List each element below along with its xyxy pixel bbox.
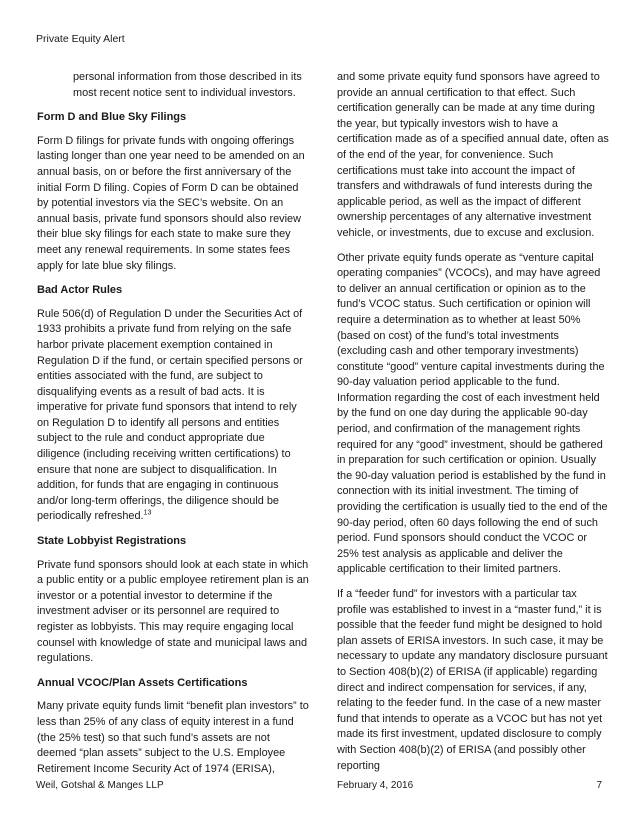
heading-form-d: Form D and Blue Sky Filings [37, 111, 187, 124]
continued-list-item: personal information from those described in its most recent notice sent to individual investors. [73, 71, 302, 99]
left-column [37, 70, 309, 786]
paragraph-vcoc-operation: Other private equity funds operate as “venture capital operating companies” (VCOCs), and may have agreed to deliver an annual certification or opinion as to the fund’s VCOC status. Such certification or opinion will require a determination as to whether at least 50% (based on cost) of the fund’s total investments (excluding cash and other temporary investments) constitute “good” venture capital investments during the 90-day valuation period applicable to the fund. Information regarding the cost of each investment held by the fund on one day during the applicable 90-day period, and confirmation of the management rights required for any “good” investment, should be gathered in preparation for such certification or opinion. Usually the 90-day valuation period is established by the fund in connection with its initial investment. The timing of providing the certification is usually tied to the end of the 90-day period, often 60 days following the end of such period. Fund sponsors should conduct the VCOC or 25% test analysis as applicable and deliver the applicable certification to their limited partners. [337, 251, 608, 576]
heading-bad-actor: Bad Actor Rules [37, 284, 123, 297]
right-column [337, 70, 609, 783]
paragraph-annual-certification: and some private equity fund sponsors have agreed to provide an annual certification to that effect. Such certification generally can be made at any time during the year, but typically investors wish to have a certification made as of a specified annual date, often as of the end of the year, for convenience. Such certifications must take into account the impact of transfers and withdrawals of fund interests during the applicable period, as well as the impact of different ownership percentages of any alternative investment vehicle, or investments, due to excuse and exclusion. [337, 71, 609, 239]
paragraph-vcoc-certifications: Many private equity funds limit “benefit plan investors” to less than 25% of any class of equity interest in a fund (the 25% test) so that such fund’s assets are not deemed “plan assets” subject to the U.S. Employee Retirement Income Security Act of 1974 (ERISA), [37, 700, 309, 775]
page-number: 7 [596, 780, 602, 791]
paragraph-bad-actor [37, 307, 309, 525]
footnote-reference[interactable]: 13 [143, 509, 152, 517]
heading-state-lobbyist: State Lobbyist Registrations [37, 535, 187, 548]
heading-vcoc-certifications: Annual VCOC/Plan Assets Certifications [37, 676, 248, 689]
paragraph-state-lobbyist: Private fund sponsors should look at each state in which a public entity or a public employee retirement plan is an investor or a potential investor to determine if the investment adviser or its personnel are required to register as lobbyists. This may require engaging local counsel with knowledge of state and municipal laws and regulations. [37, 558, 309, 665]
footer-firm-name: Weil, Gotshal & Manges LLP [36, 780, 164, 791]
footer-date: February 4, 2016 [337, 780, 414, 791]
paragraph-bad-actor-text: Rule 506(d) of Regulation D under the Securities Act of 1933 prohibits a private fund from relying on the safe harbor private placement exemption contained in Regulation D if the fund, or certain specified persons or entities associated with the fund, are subject to disqualifying events as a result of bad acts. It is imperative for private fund sponsors that intend to rely on Regulation D to identify all persons and entities subject to the rule and conduct appropriate due diligence (including receiving written certifications) to ensure that none are subject to disqualification. In addition, for funds that are engaging in continuous and/or long-term offerings, the diligence should be periodically refreshed. [37, 307, 303, 523]
running-header: Private Equity Alert [36, 33, 125, 45]
paragraph-feeder-fund: If a “feeder fund” for investors with a particular tax profile was established to invest in a “master fund,” it is possible that the feeder fund might be designed to hold plan assets of ERISA investors. In such case, it may be necessary to update any mandatory disclosure pursuant to Section 408(b)(2) of ERISA (if applicable) regarding direct and indirect compensation for services, if any, relating to the feeder fund. In the case of a new master fund that intends to operate as a VCOC but has not yet made its first investment, updated disclosure to comply with Section 408(b)(2) of ERISA (and possibly other reporting [337, 588, 608, 772]
paragraph-form-d: Form D filings for private funds with ongoing offerings lasting longer than one year need to be amended on an annual basis, on or before the first anniversary of the initial Form D filing. Copies of Form D can be obtained by potential investors via the SEC’s website. On an annual basis, private fund sponsors should also review their blue sky filings for each state to make sure they meet any renewal requirements. In some states fees apply for late blue sky filings. [37, 134, 305, 272]
